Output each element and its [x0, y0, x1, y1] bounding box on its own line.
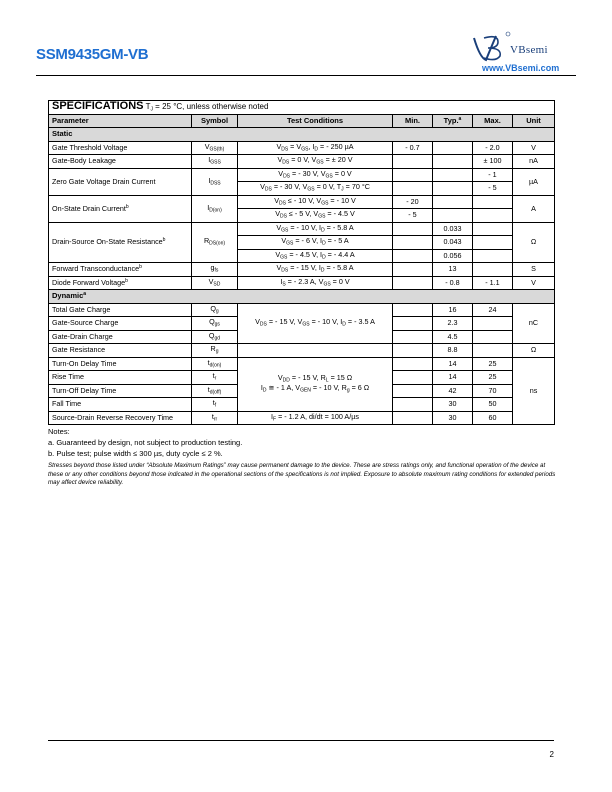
col-max: Max.: [473, 114, 513, 128]
table-row: Drain-Source On-State Resistance$^b$ $R_{DS(on)}$ $V_{GS}$ = - 10 V, $I_D$ = - 5.8 A 0.033 Ω: [49, 222, 555, 236]
table-header-row: [49, 114, 555, 128]
table-row: $V_{GS}$ = - 4.5 V, $I_D$ = - 4.4 A 0.056: [49, 249, 555, 263]
col-symbol: Symbol: [192, 114, 238, 128]
table-row: Fall Time $t_f$ 30 50: [49, 398, 555, 412]
table-row: Total Gate Charge $Q_g$ $V_{DS}$ = - 15 V, $V_{GS}$ = - 10 V, $I_D$ = - 3.5 A 16 24 nC: [49, 303, 555, 317]
col-parameter: Parameter: [49, 114, 192, 128]
part-number-title: SSM9435GM-VB: [36, 46, 149, 63]
table-title-row: [49, 101, 555, 115]
page-number: 2: [549, 750, 554, 759]
table-row: Gate-Drain Charge $Q_{gd}$ 4.5: [49, 330, 555, 344]
col-conditions: Test Conditions: [238, 114, 393, 128]
specifications-table: [48, 100, 555, 425]
table-row: Diode Forward Voltage$^b$ $V_{SD}$ $I_S$ = - 2.3 A, $V_{GS} = 0$ V - 0.8 - 1.1 V: [49, 276, 555, 290]
table-row: Zero Gate Voltage Drain Current $I_{DSS}$ $V_{DS}$ = - 30 V, $V_{GS} = 0$ V - 1 µA: [49, 168, 555, 182]
table-row: $V_{DS}$ ≤ - 5 V, $V_{GS}$ = - 4.5 V - 5: [49, 209, 555, 223]
table-row: Gate Resistance $R_g$ 8.8 Ω: [49, 344, 555, 358]
table-row: Turn-Off Delay Time $t_{d(off)}$ 42 70: [49, 384, 555, 398]
section-dynamic: Dynamic$^a$: [49, 290, 555, 304]
col-typ: Typ.$^a$: [433, 114, 473, 128]
table-row: $V_{DS}$ = - 30 V, $V_{GS} = 0$ V, $T_J = 70$ °C - 5: [49, 182, 555, 196]
table-notes: [48, 426, 242, 459]
section-static: Static: [49, 128, 555, 142]
table-row: Forward Transconductance$^b$ $g_{fs}$ $V_{DS}$ = - 15 V, $I_D$ = - 5.8 A 13 S: [49, 263, 555, 277]
note-a: a. Guaranteed by design, not subject to production testing.: [48, 438, 243, 447]
notes-heading: Notes:: [48, 427, 70, 436]
table-row: Gate-Source Charge $Q_{gs}$ 2.3: [49, 317, 555, 331]
col-min: Min.: [393, 114, 433, 128]
table-row: $V_{GS}$ = - 6 V, $I_D$ = - 5 A 0.043: [49, 236, 555, 250]
table-row: Rise Time $t_r$ 14 25: [49, 371, 555, 385]
table-row: Source-Drain Reverse Recovery Time $t_{rr}$ $I_F$ = - 1.2 A, di/dt = 100 A/µs 30 60: [49, 411, 555, 425]
brand-name: VBsemi: [510, 44, 548, 56]
footer-divider: [48, 740, 554, 741]
stress-disclaimer: Stresses beyond those listed under “Absolute Maximum Ratings” may cause permanent damage to the device. These are stress ratings only, and functional operation of the device at these or any other conditions beyond those indicated in the operational sections of the specifications is not implied. Exposure to absolute maximum rating conditions for extended periods may affect device reliability.: [48, 462, 556, 486]
table-row: Turn-On Delay Time $t_{d(on)}$ $V_{DD}$ = - 15 V, $R_L = 15$ Ω $I_D$ ≅ - 1 A, $V_{GEN}$ = - 10 V, $R_g = 6$ Ω 14 25 ns: [49, 357, 555, 371]
website-link[interactable]: www.VBsemi.com: [482, 63, 560, 73]
table-row: Gate-Body Leakage $I_{GSS}$ $V_{DS} = 0$ V, $V_{GS}$ = ± 20 V ± 100 nA: [49, 155, 555, 169]
col-unit: Unit: [513, 114, 555, 128]
table-row: On-State Drain Current$^b$ $I_{D(on)}$ $V_{DS}$ ≤ - 10 V, $V_{GS}$ = - 10 V - 20 A: [49, 195, 555, 209]
table-title: SPECIFICATIONS $T_J = 25$ °C, unless otherwise noted: [49, 101, 555, 115]
table-row: Gate Threshold Voltage $V_{GS(th)}$ $V_{DS} = V_{GS}$, $I_D$ = - 250 µA - 0.7 - 2.0 V: [49, 141, 555, 155]
note-b: b. Pulse test; pulse width ≤ 300 µs, duty cycle ≤ 2 %.: [48, 449, 223, 458]
header-divider: [36, 75, 576, 76]
